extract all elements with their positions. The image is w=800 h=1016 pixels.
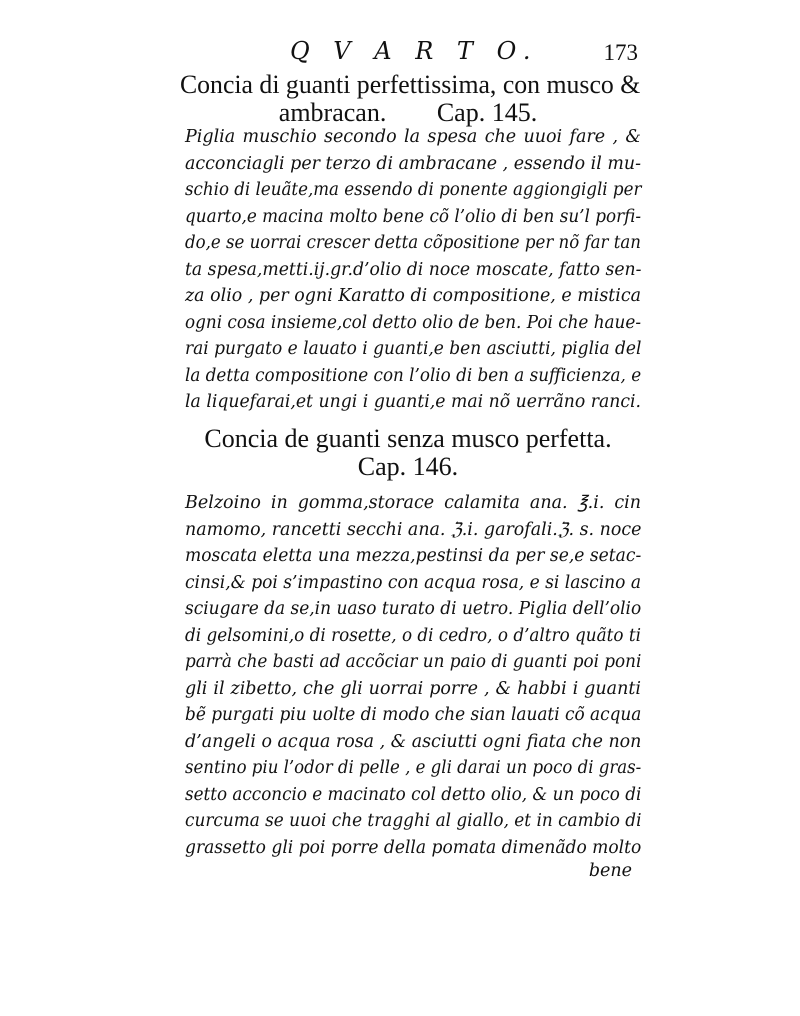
catchword: bene bbox=[588, 861, 632, 881]
text-line: la detta compositione con l’olio di ben a sufficienza, e bbox=[185, 365, 642, 386]
text-line: di gelsomini,o di rosette, o di cedro, o d’altro quãto ti bbox=[185, 625, 641, 646]
text-line: rai purgato e lauato i guanti,e ben asciutti, piglia del bbox=[185, 339, 642, 359]
running-head-title: Q V A R T O. bbox=[290, 37, 539, 65]
chapter-145-body bbox=[185, 124, 641, 416]
text-line: namomo, rancetti secchi ana. ℨ.i. garofali.ℨ. s. noce bbox=[185, 519, 642, 540]
text-line: sentino piu l’odor di pelle , e gli darai un poco di gras- bbox=[185, 758, 642, 778]
text-line: ogni cosa insieme,col detto olio de ben. Poi che haue- bbox=[185, 312, 641, 333]
running-head bbox=[180, 36, 640, 70]
text-line: bẽ purgati piu uolte di modo che sian lauati cõ acqua bbox=[185, 705, 642, 725]
text-line: cinsi,& poi s’impastino con acqua rosa, e si lascino a bbox=[185, 572, 642, 593]
text-line: parrà che basti ad accõciar un paio di guanti poi poni bbox=[185, 652, 642, 672]
chapter-145-heading-title: ambracan. bbox=[278, 98, 387, 127]
text-line: grassetto gli poi porre della pomata dimenãdo molto bbox=[185, 837, 642, 858]
text-line: do,e se uorrai crescer detta cõpositione per nõ far tan bbox=[185, 233, 641, 253]
page-number: 173 bbox=[603, 40, 638, 65]
text-line: quarto,e macina molto bene cõ l’olio di ben su’l porfi- bbox=[185, 206, 641, 227]
text-line: gli il zibetto, che gli uorrai porre , & habbi i guanti bbox=[185, 678, 641, 699]
text-line: acconciagli per terzo di ambracane , essendo il mu- bbox=[185, 153, 641, 174]
text-line: la liquefarai,et ungi i guanti,e mai nõ uerrãno ranci. bbox=[185, 392, 642, 412]
text-line: d’angeli o acqua rosa , & asciutti ogni fiata che non bbox=[185, 731, 642, 752]
chapter-145-cap-number: Cap. 145. bbox=[436, 98, 538, 127]
chapter-146-body bbox=[185, 490, 641, 861]
text-line: moscata eletta una mezza,pestinsi da per se,e setac- bbox=[185, 546, 642, 566]
text-line: Piglia muschio secondo la spesa che uuoi fare , & bbox=[185, 127, 641, 147]
chapter-145-heading-line1: Concia di guanti perfettissima, con musco & bbox=[179, 70, 641, 99]
chapter-146-heading-line2: Cap. 146. bbox=[357, 452, 459, 481]
text-line: sciugare da se,in uaso turato di uetro. Piglia dell’olio bbox=[185, 599, 642, 619]
text-line: schio di leuãte,ma essendo di ponente aggiongigli per bbox=[185, 180, 642, 200]
chapter-146-heading-line1: Concia de guanti senza musco perfetta. bbox=[204, 424, 612, 453]
text-line: curcuma se uuoi che tragghi al giallo, et in cambio di bbox=[185, 811, 642, 831]
text-line: ta spesa,metti.ij.gr.d’olio di noce moscate, fatto sen- bbox=[185, 259, 642, 280]
text-line: za olio , per ogni Karatto di compositione, e mistica bbox=[185, 286, 641, 306]
text-line: Belzoino in gomma,storace calamita ana. ℥.i. cin bbox=[185, 493, 641, 513]
text-line: setto acconcio e macinato col detto olio, & un poco di bbox=[185, 784, 642, 805]
